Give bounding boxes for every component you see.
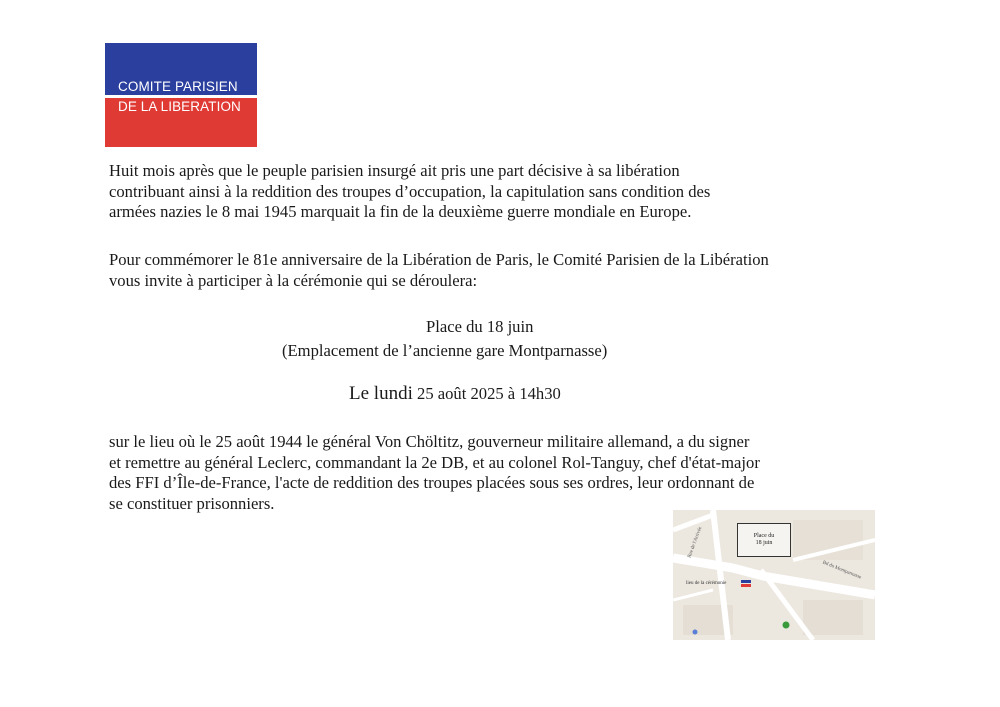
ceremony-place: Place du 18 juin: [426, 317, 534, 336]
logo-text-line2: DE LA LIBERATION: [118, 99, 241, 114]
intro-paragraph: [109, 161, 710, 223]
invitation-paragraph: [109, 250, 769, 291]
history-line: se constituer prisonniers.: [109, 493, 275, 513]
history-line: sur le lieu où le 25 août 1944 le général Von Chöltitz, gouverneur militaire allemand, a du signer: [109, 432, 750, 451]
ceremony-date: [349, 383, 561, 405]
street-label-montparnasse: Bd du Montparnasse: [821, 560, 862, 581]
place-18-juin-box: [737, 523, 791, 557]
map-box-line2: 18 juin: [755, 540, 773, 546]
location-map: [673, 510, 875, 640]
comite-parisien-logo: [105, 43, 257, 147]
ceremony-day: Le lundi: [349, 383, 413, 404]
street-label-arrivee: Rue de l'Arrivée: [687, 526, 704, 559]
intro-line: Huit mois après que le peuple parisien insurgé ait pris une part décisive à sa libération: [109, 161, 680, 180]
ceremony-pin-label: lieu de la cérémonie: [686, 581, 727, 586]
intro-line: armées nazies le 8 mai 1945 marquait la fin de la deuxième guerre mondiale en Europe.: [109, 202, 692, 221]
ceremony-datetime: 25 août 2025 à 14h30: [417, 384, 561, 403]
ceremony-location-note: (Emplacement de l’ancienne gare Montparnasse): [282, 341, 608, 360]
history-line: et remettre au général Leclerc, commandant la 2e DB, et au colonel Rol-Tanguy, chef d'état-major: [109, 452, 760, 472]
history-line: des FFI d’Île-de-France, l'acte de reddition des troupes placées sous ses ordres, leur ordonnant de: [109, 473, 755, 492]
invitation-line: Pour commémorer le 81e anniversaire de la Libération de Paris, le Comité Parisien de la Libération: [109, 250, 769, 269]
map-box-line1: Place du: [753, 533, 775, 539]
history-paragraph: [109, 432, 760, 514]
ceremony-flag-icon: [741, 580, 751, 587]
logo-text-line1: COMITE PARISIEN: [118, 79, 238, 94]
intro-line: contribuant ainsi à la reddition des troupes d’occupation, la capitulation sans condition des: [109, 181, 711, 201]
invitation-line: vous invite à participer à la cérémonie qui se déroulera:: [109, 270, 478, 290]
